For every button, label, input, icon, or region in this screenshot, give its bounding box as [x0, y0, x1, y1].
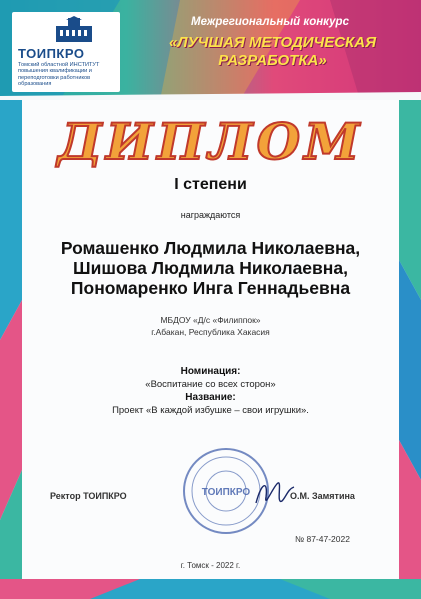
diploma-number: № 87-47-2022 [295, 534, 350, 544]
work-title-value: Проект «В каждой избушке – свои игрушки». [112, 405, 309, 416]
recipient-name: Шишова Людмила Николаевна, [73, 258, 348, 278]
logo-title: ТОИПКРО [18, 46, 85, 61]
contest-type: Межрегиональный конкурс [191, 16, 349, 28]
svg-text:ТОИПКРО: ТОИПКРО [201, 487, 251, 498]
recipient-name: Ромашенко Людмила Николаевна, [60, 238, 361, 258]
contest-name: «ЛУЧШАЯ МЕТОДИЧЕСКАЯ РАЗРАБОТКА» [168, 34, 377, 69]
organization [0, 314, 421, 338]
building-icon [52, 16, 96, 44]
organization-location: г.Абакан, Республика Хакасия [151, 327, 270, 337]
awarded-label: награждаются [180, 210, 241, 220]
nomination-label: Номинация: [180, 366, 241, 377]
rector-label: Ректор ТОИПКРО [50, 491, 127, 501]
logo-subtitle: Томский областной ИНСТИТУТ повышения квалификации и переподготовки работников образования [18, 62, 100, 88]
work-title-label: Название: [185, 392, 236, 403]
recipient-name: Пономаренко Инга Геннадьевна [70, 278, 351, 298]
recipients [30, 238, 391, 298]
signer-name: О.М. Замятина [290, 491, 355, 501]
diploma-title: ДИПЛОМ [57, 112, 364, 171]
place-year: г. Томск - 2022 г. [180, 561, 241, 570]
degree: I степени [174, 176, 247, 193]
logo [12, 12, 120, 92]
nomination-value: «Воспитание со всех сторон» [145, 379, 276, 390]
organization-name: МБДОУ «Д/с «Филиппок» [160, 315, 261, 325]
